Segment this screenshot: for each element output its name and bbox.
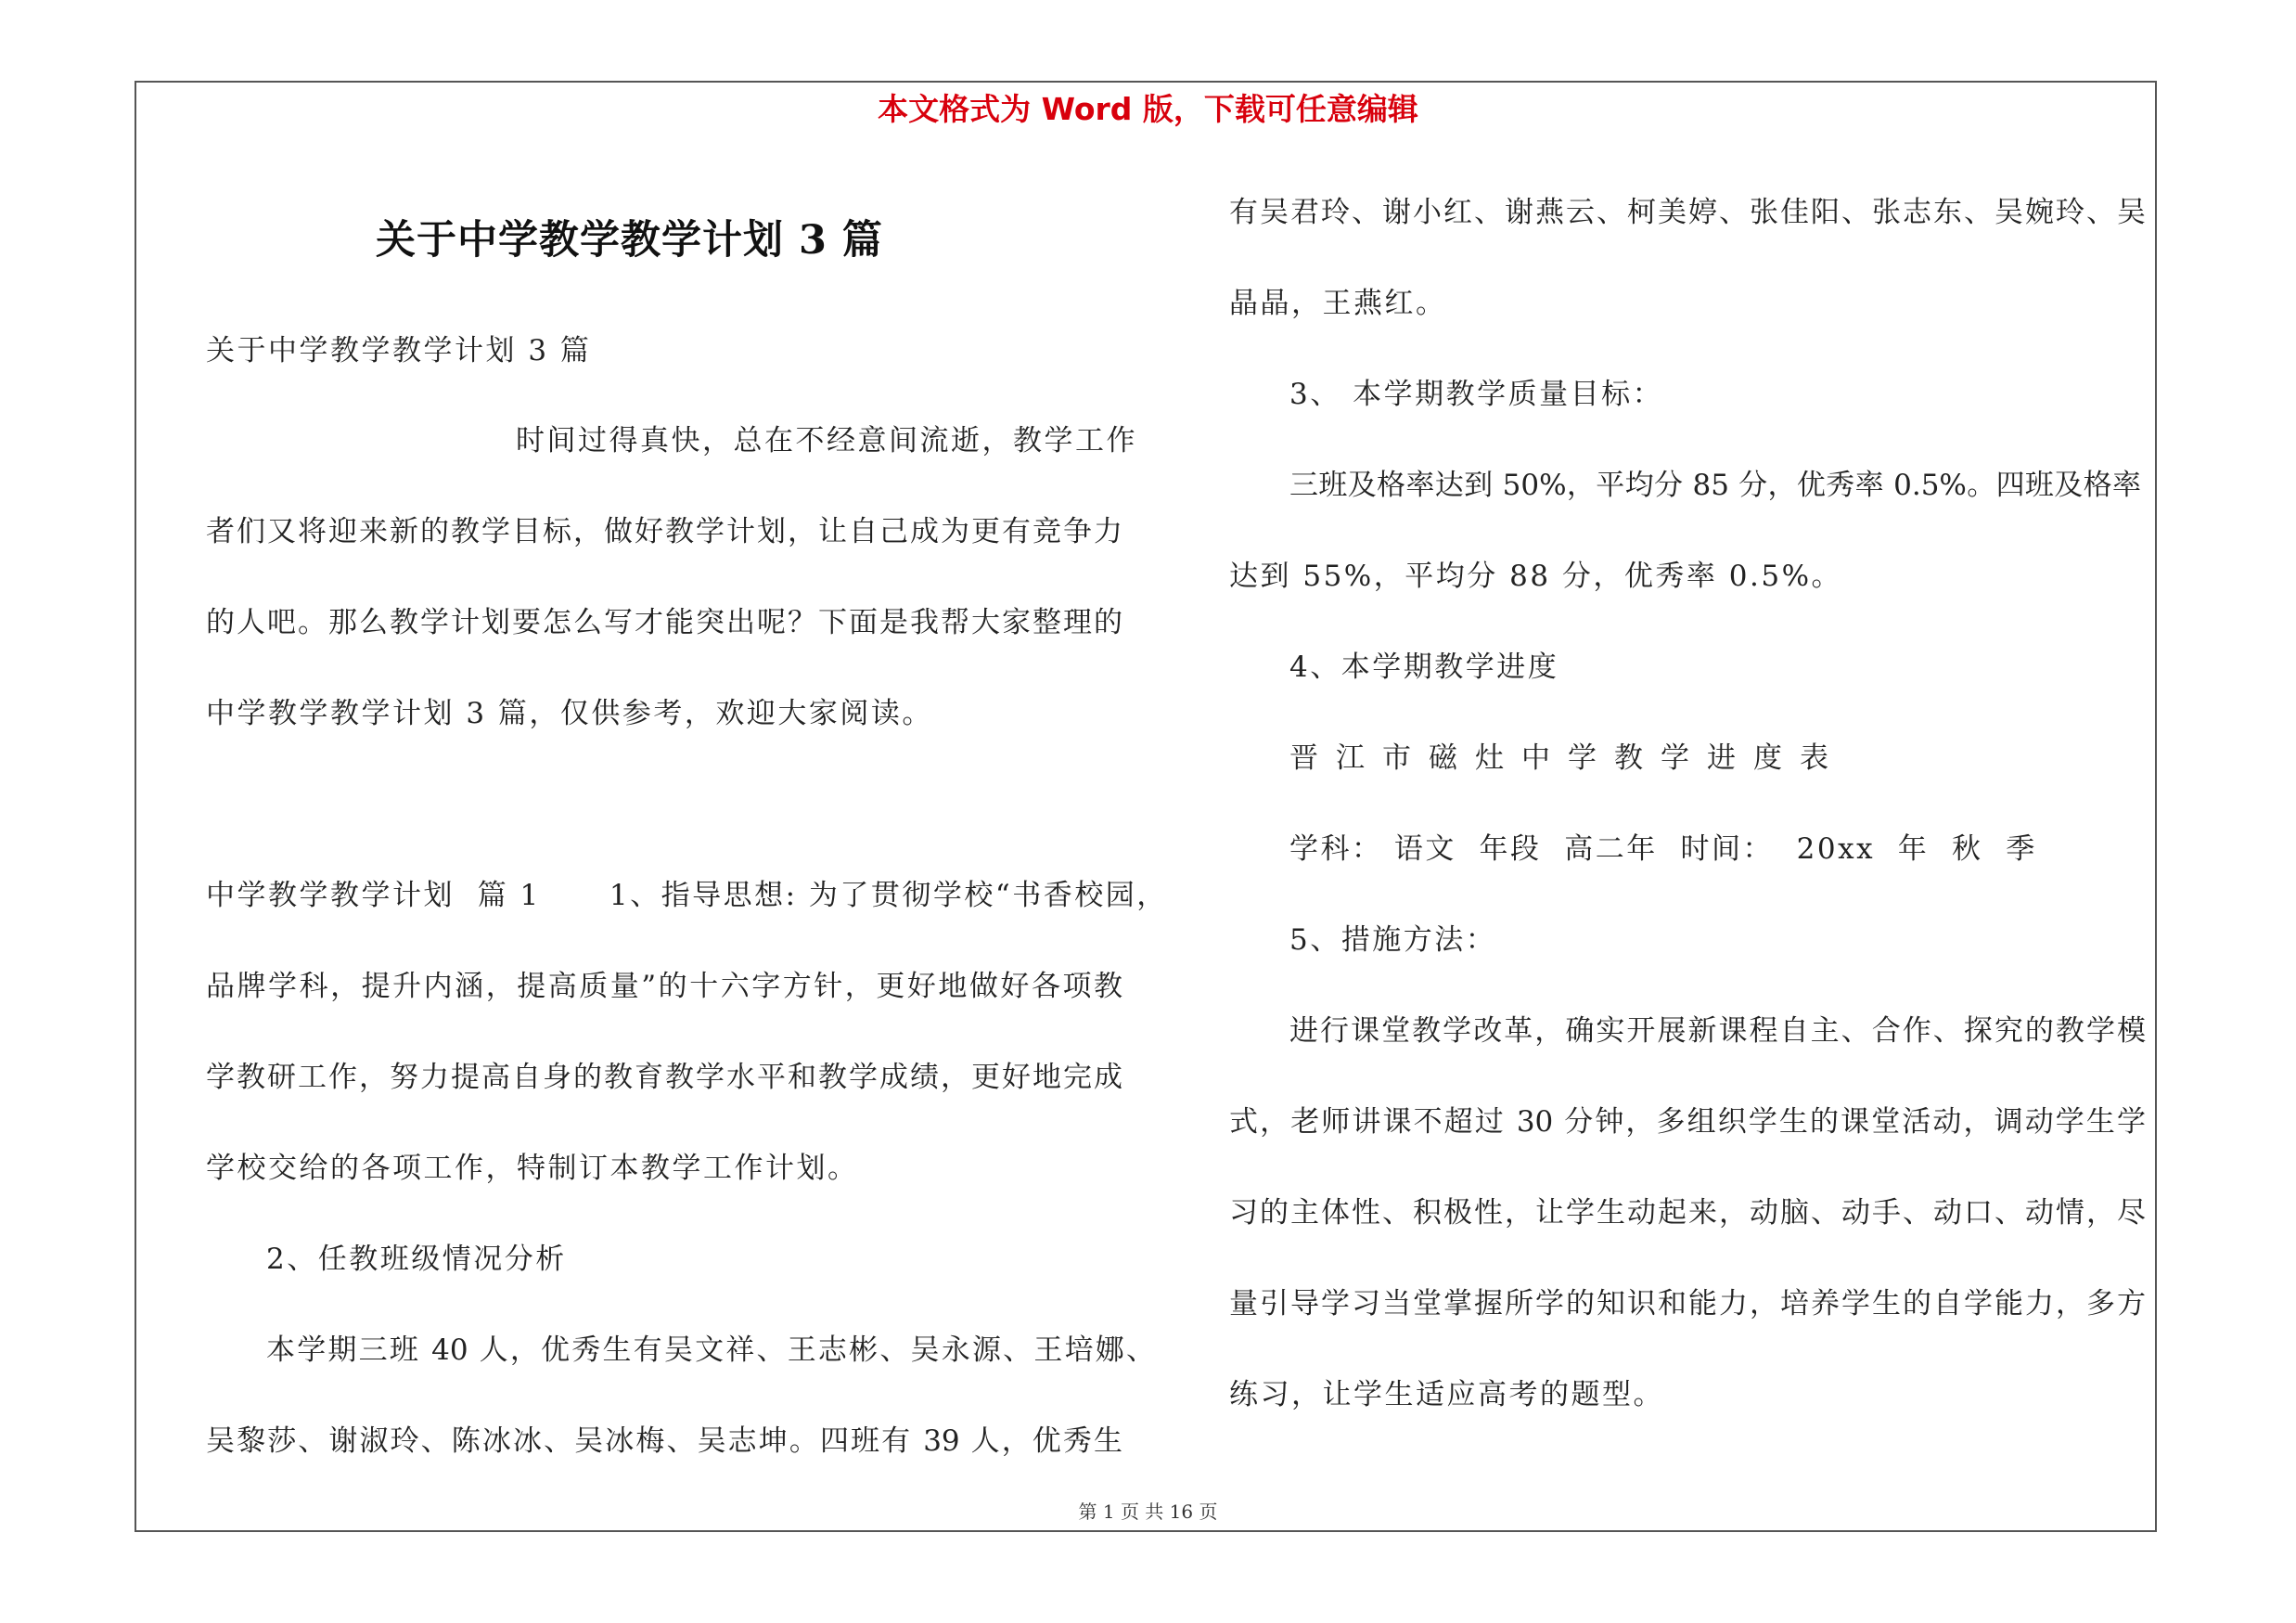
paragraph-line: 本学期三班 40 人，优秀生有吴文祥、王志彬、吴永源、王培娜、 xyxy=(266,1333,1155,1367)
page-number: 第 1 页 共 16 页 xyxy=(1078,1501,1218,1523)
section-heading-line: 3、 本学期教学质量目标： xyxy=(1289,378,1664,411)
paragraph-line: 者们又将迎来新的教学目标，做好教学计划，让自己成为更有竞争力 xyxy=(206,515,1122,548)
paragraph-line: 练习，让学生适应高考的题型。 xyxy=(1229,1378,1664,1411)
format-banner: 本文格式为 Word 版，下载可任意编辑 xyxy=(878,91,1418,127)
paragraph-line: 品牌学科，提升内涵，提高质量”的十六字方针，更好地做好各项教 xyxy=(206,970,1122,1003)
section-heading-line: 4、本学期教学进度 xyxy=(1289,650,1559,684)
table-caption-line: 晋江市磁灶中学教学进度表 xyxy=(1289,741,1846,775)
paragraph-line: 学校交给的各项工作，特制订本教学工作计划。 xyxy=(206,1152,859,1185)
section-heading-line: 2、任教班级情况分析 xyxy=(266,1243,567,1276)
paragraph-line: 量引导学习当堂掌握所学的知识和能力，培养学生的自学能力，多方 xyxy=(1229,1287,2146,1320)
paragraph-line: 有吴君玲、谢小红、谢燕云、柯美婷、张佳阳、张志东、吴婉玲、吴 xyxy=(1229,196,2146,229)
paragraph-line: 学教研工作，努力提高自身的教育教学水平和教学成绩，更好地完成 xyxy=(206,1061,1122,1094)
subtitle-line: 关于中学教学教学计划 3 篇 xyxy=(206,334,592,367)
document-title: 关于中学教学教学计划 3 篇 xyxy=(376,217,883,264)
paragraph-line: 进行课堂教学改革，确实开展新课程自主、合作、探究的教学模 xyxy=(1289,1014,2146,1048)
section-heading-line: 5、措施方法： xyxy=(1289,923,1497,957)
paragraph-line: 式，老师讲课不超过 30 分钟，多组织学生的课堂活动，调动学生学 xyxy=(1229,1105,2146,1139)
paragraph-line: 习的主体性、积极性，让学生动起来，动脑、动手、动口、动情，尽 xyxy=(1229,1196,2146,1230)
paragraph-line: 的人吧。那么教学计划要怎么写才能突出呢？下面是我帮大家整理的 xyxy=(206,606,1122,639)
section-heading-line: 中学教学教学计划 篇 1 1、指导思想: 为了贯彻学校“书香校园， xyxy=(206,879,1168,912)
paragraph-line: 达到 55%，平均分 88 分，优秀率 0.5%。 xyxy=(1229,560,1843,593)
paragraph-line: 吴黎莎、谢淑玲、陈冰冰、吴冰梅、吴志坤。四班有 39 人，优秀生 xyxy=(206,1424,1122,1458)
subject-info-line: 学科： 语文 年段 高二年 时间： 20xx 年 秋 季 xyxy=(1289,832,2037,866)
paragraph-line: 中学教学教学计划 3 篇，仅供参考，欢迎大家阅读。 xyxy=(206,697,933,730)
paragraph-line: 时间过得真快，总在不经意间流逝，教学工作 xyxy=(516,424,1137,457)
paragraph-line: 三班及格率达到 50%，平均分 85 分，优秀率 0.5%。四班及格率 xyxy=(1289,469,2141,502)
paragraph-line: 晶晶，王燕红。 xyxy=(1229,287,1447,320)
